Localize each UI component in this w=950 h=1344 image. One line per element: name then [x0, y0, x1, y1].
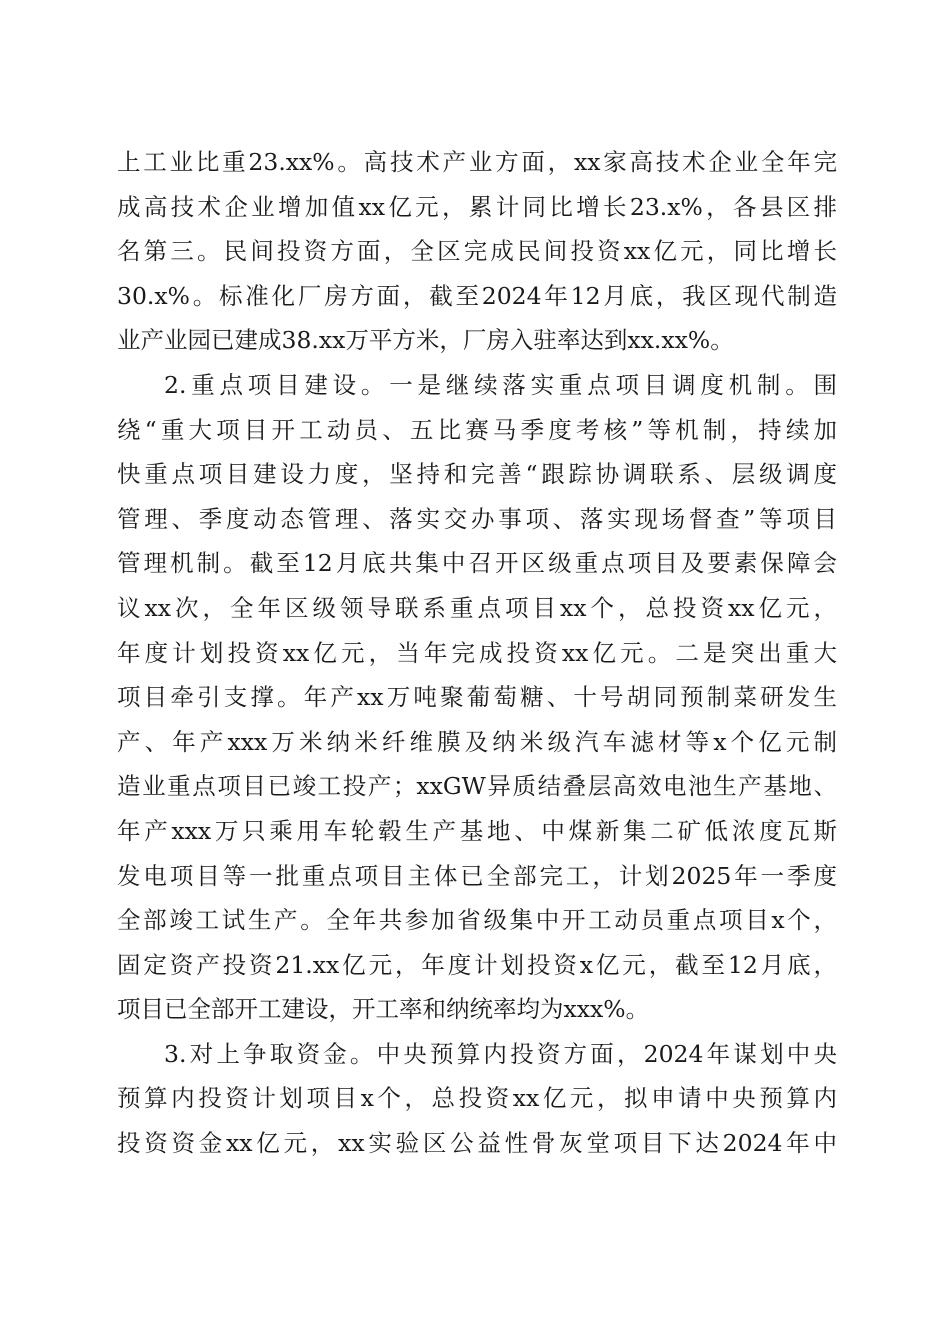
- text-line: 预算内投资计划项目x个，总投资xx亿元，拟申请中央预算内: [117, 1084, 837, 1113]
- text-line: 项目牵引支撑。年产xx万吨聚葡萄糖、十号胡同预制菜研发生: [117, 683, 837, 712]
- body-text: [117, 140, 837, 1166]
- text-line: 绕“重大项目开工动员、五比赛马季度考核”等机制，持续加: [117, 415, 837, 444]
- text-line: 发电项目等一批重点项目主体已全部完工，计划2025年一季度: [117, 861, 837, 890]
- text-line: 固定资产投资21.xx亿元，年度计划投资x亿元，截至12月底，: [117, 950, 837, 979]
- text-line: 议xx次，全年区级领导联系重点项目xx个，总投资xx亿元，: [117, 593, 837, 622]
- text-line: 年度计划投资xx亿元，当年完成投资xx亿元。二是突出重大: [117, 638, 837, 667]
- text-line: 产、年产xxx万米纳米纤维膜及纳米级汽车滤材等x个亿元制: [117, 727, 837, 756]
- text-line: 上工业比重23.xx%。高技术产业方面，xx家高技术企业全年完: [117, 148, 837, 176]
- text-line: 名第三。民间投资方面，全区完成民间投资xx亿元，同比增长: [117, 237, 837, 266]
- text-line: 30.x%。标准化厂房方面，截至2024年12月底，我区现代制造: [117, 281, 837, 310]
- paragraph-first-line: 3.对上争取资金。中央预算内投资方面，2024年谋划中央: [164, 1039, 837, 1068]
- text-line: 管理、季度动态管理、落实交办事项、落实现场督查”等项目: [117, 504, 837, 533]
- text-line: 快重点项目建设力度，坚持和完善“跟踪协调联系、层级调度: [117, 460, 837, 489]
- text-line: 管理机制。截至12月底共集中召开区级重点项目及要素保障会: [117, 549, 837, 578]
- text-line: 业产业园已建成38.xx万平方米，厂房入驻率达到xx.xx%。: [117, 326, 734, 355]
- text-line: 造业重点项目已竣工投产；xxGW异质结叠层高效电池生产基地、: [117, 772, 837, 801]
- text-line: 投资资金xx亿元，xx实验区公益性骨灰堂项目下达2024年中: [117, 1129, 837, 1158]
- text-line: 年产xxx万只乘用车轮毂生产基地、中煤新集二矿低浓度瓦斯: [117, 816, 837, 845]
- text-line: 全部竣工试生产。全年共参加省级集中开工动员重点项目x个，: [117, 906, 837, 935]
- paragraph-first-line: 2.重点项目建设。一是继续落实重点项目调度机制。围: [164, 370, 837, 399]
- text-line: 成高技术企业增加值xx亿元，累计同比增长23.x%，各县区排: [117, 192, 837, 221]
- text-line: 项目已全部开工建设，开工率和纳统率均为xxx%。: [117, 995, 650, 1024]
